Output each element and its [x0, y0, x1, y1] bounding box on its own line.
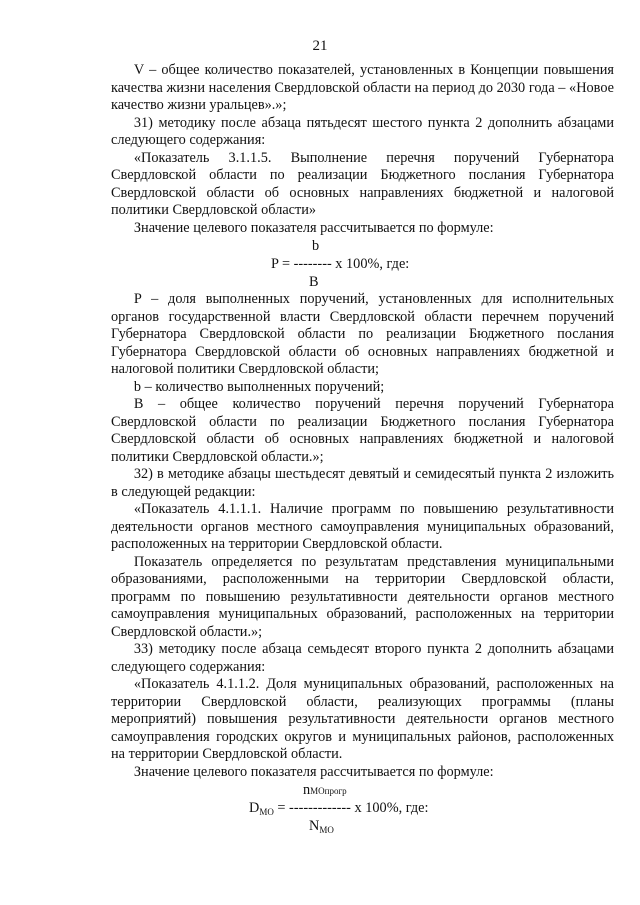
paragraph-formula-intro-1: Значение целевого показателя рассчитывается по формуле: — [133, 219, 494, 236]
formula-2-denominator-sub: МО — [319, 825, 334, 835]
paragraph-v-definition: V – общее количество показателей, установленных в Концепции повышения качества жизни населения Свердловской области на период до 2030 года – «Новое качество жизни уральцев».»; — [111, 62, 614, 113]
formula-2-numerator-sub: МОпрогр — [310, 786, 347, 796]
formula-2-numerator — [111, 781, 614, 799]
formula-1-line: P = -------- x 100%, где: — [271, 256, 410, 272]
paragraph-indicator-4-1-1-2: «Показатель 4.1.1.2. Доля муниципальных образований, расположенных на территории Свердловской области, реализующих программы (планы мероприятий) повышения результативности деятельности органов местного самоуправления городских округов и муниципальных районов, расположенных на территории Свердловской области. — [111, 676, 614, 762]
paragraph-indicator-4-1-1-1: «Показатель 4.1.1.1. Наличие программ по повышению результативности деятельности органов местного самоуправления муниципальных образований, расположенных на территории Свердловской области. — [111, 501, 614, 552]
paragraph-indicator-definition: Показатель определяется по результатам представления муниципальными образованиями, расположенными на территории Свердловской области, программ по повышению результативности деятельности органов местного самоуправления муниципальных образований, расположенных на территории Свердловской области.»; — [111, 553, 614, 640]
formula-1-denominator: B — [309, 274, 319, 290]
paragraph-p-definition: P – доля выполненных поручений, установленных для исполнительных органов государственной власти Свердловской области перечнем поручений Губернатора Свердловской области по реализации Бюджетного послания Губернатора Свердловской области об основных направлениях бюджетной и налоговой политики Свердловской области; — [111, 291, 614, 377]
paragraph-formula-intro-2: Значение целевого показателя рассчитывается по формуле: — [133, 763, 494, 780]
formula-2-line — [111, 799, 614, 817]
paragraph-item-33: 33) методику после абзаца семьдесят второго пункта 2 дополнить абзацами следующего содержания: — [111, 641, 614, 675]
formula-2-numerator-main: n — [303, 782, 311, 798]
page-number: 21 — [312, 38, 328, 54]
formula-2-denominator — [111, 817, 614, 835]
formula-1-numerator: b — [312, 238, 320, 254]
formula-2-lhs-rest: = ------------- x 100%, где: — [273, 800, 429, 816]
paragraph-indicator-3-1-1-5: «Показатель 3.1.1.5. Выполнение перечня поручений Губернатора Свердловской области по реализации Бюджетного послания Губернатора Свердловской области об основных направлениях бюджетной и налоговой политики Свердловской области» — [111, 149, 614, 218]
formula-2-denominator-main: N — [309, 818, 320, 834]
paragraph-item-31: 31) методику после абзаца пятьдесят шестого пункта 2 дополнить абзацами следующего содержания: — [111, 114, 614, 148]
formula-2-lhs-main: D — [249, 800, 260, 816]
document-body — [111, 62, 614, 835]
paragraph-bigb-definition: B – общее количество поручений перечня поручений Губернатора Свердловской области по реализации Бюджетного послания Губернатора Свердловской области об основных направлениях бюджетной и налоговой политики Свердловской области.»; — [111, 396, 614, 465]
formula-2-lhs-sub: МО — [259, 807, 274, 817]
paragraph-b-definition: b – количество выполненных поручений; — [133, 378, 385, 395]
paragraph-item-32: 32) в методике абзацы шестьдесят девятый и семидесятый пункта 2 изложить в следующей редакции: — [111, 466, 614, 500]
